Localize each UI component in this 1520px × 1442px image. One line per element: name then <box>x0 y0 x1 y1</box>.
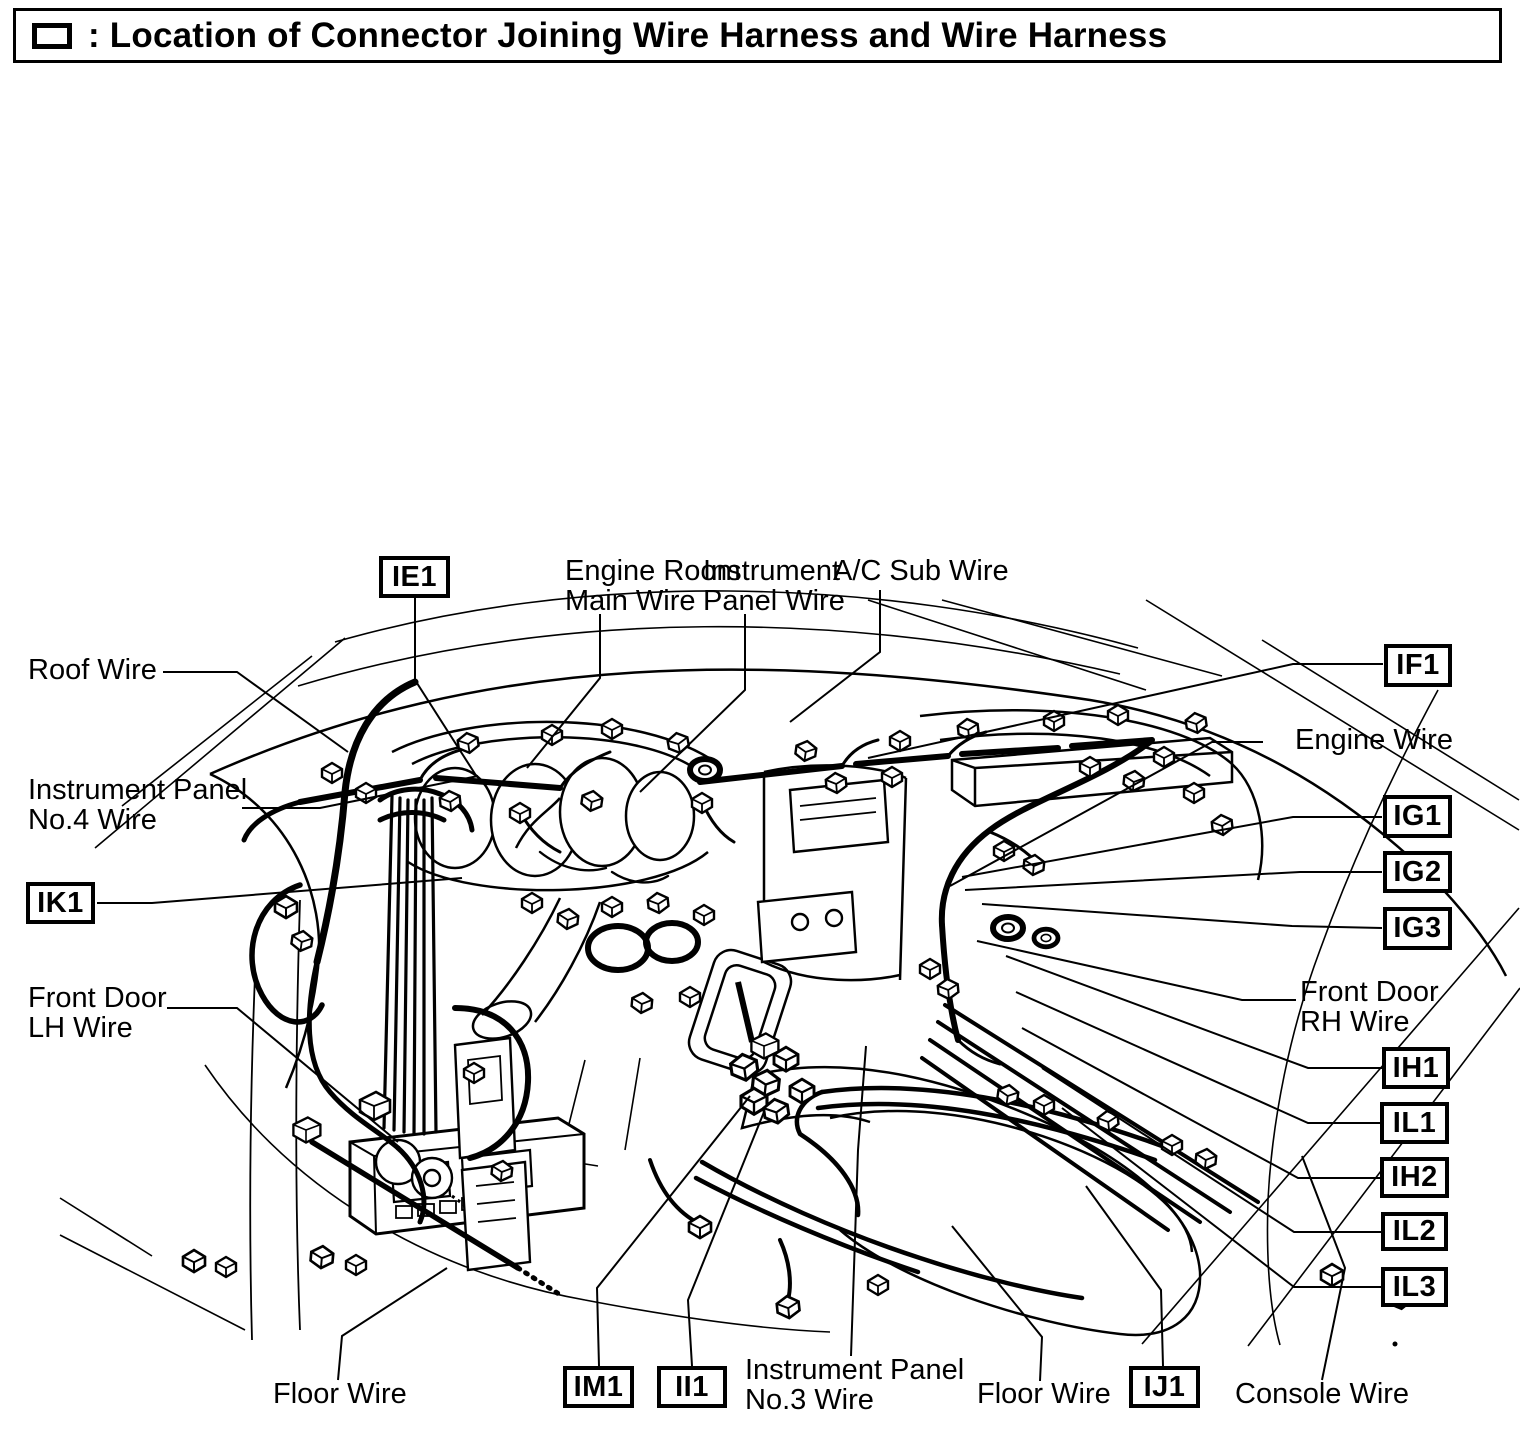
connector-code-IK1: IK1 <box>26 882 95 924</box>
label-line: Instrument <box>703 555 840 587</box>
label-floor-wire-right: Floor Wire <box>977 1378 1111 1410</box>
connector-code-IE1: IE1 <box>379 556 450 598</box>
label-line: Front Door <box>28 982 167 1014</box>
connector-code-IH1: IH1 <box>1382 1047 1450 1089</box>
label-line: Instrument Panel <box>28 774 248 806</box>
instrument-cluster <box>415 758 694 876</box>
connector-code-IF1: IF1 <box>1384 644 1452 687</box>
label-instrument-panel-no3-wire <box>745 1356 964 1416</box>
connector-code-IG3: IG3 <box>1383 907 1452 950</box>
label-line: Engine Room <box>565 555 741 587</box>
label-floor-wire-left: Floor Wire <box>273 1378 407 1410</box>
label-instrument-panel-wire <box>703 557 845 617</box>
label-line: LH Wire <box>28 1011 133 1044</box>
label-line: Instrument Panel <box>745 1354 965 1386</box>
label-line: No.3 Wire <box>745 1383 874 1416</box>
connector-code-IJ1: IJ1 <box>1129 1366 1200 1408</box>
label-ac-sub-wire: A/C Sub Wire <box>833 555 1009 587</box>
center-stack <box>758 780 888 962</box>
label-console-wire: Console Wire <box>1235 1378 1410 1410</box>
connector-code-IL1: IL1 <box>1380 1102 1449 1144</box>
label-instrument-panel-no4-wire <box>28 776 247 836</box>
connector-code-IL3: IL3 <box>1381 1267 1448 1307</box>
connector-code-IL2: IL2 <box>1381 1212 1448 1251</box>
connector-code-II1: II1 <box>657 1366 727 1408</box>
label-line: Main Wire <box>565 584 696 617</box>
label-line: Panel Wire <box>703 584 845 617</box>
connector-code-IG1: IG1 <box>1383 795 1452 838</box>
connector-code-IH2: IH2 <box>1380 1157 1449 1198</box>
label-roof-wire: Roof Wire <box>28 654 157 686</box>
legend-text: : Location of Connector Joining Wire Harness and Wire Harness <box>88 15 1168 55</box>
label-line: RH Wire <box>1300 1005 1410 1038</box>
connector-code-IG2: IG2 <box>1383 851 1452 893</box>
front-door-lh-hardware <box>250 900 530 1340</box>
label-engine-wire: Engine Wire <box>1295 724 1453 756</box>
label-front-door-lh-wire <box>28 984 167 1044</box>
label-line: No.4 Wire <box>28 803 157 836</box>
label-front-door-rh-wire <box>1300 978 1439 1038</box>
connector-code-IM1: IM1 <box>563 1366 634 1408</box>
label-line: Front Door <box>1300 976 1439 1008</box>
